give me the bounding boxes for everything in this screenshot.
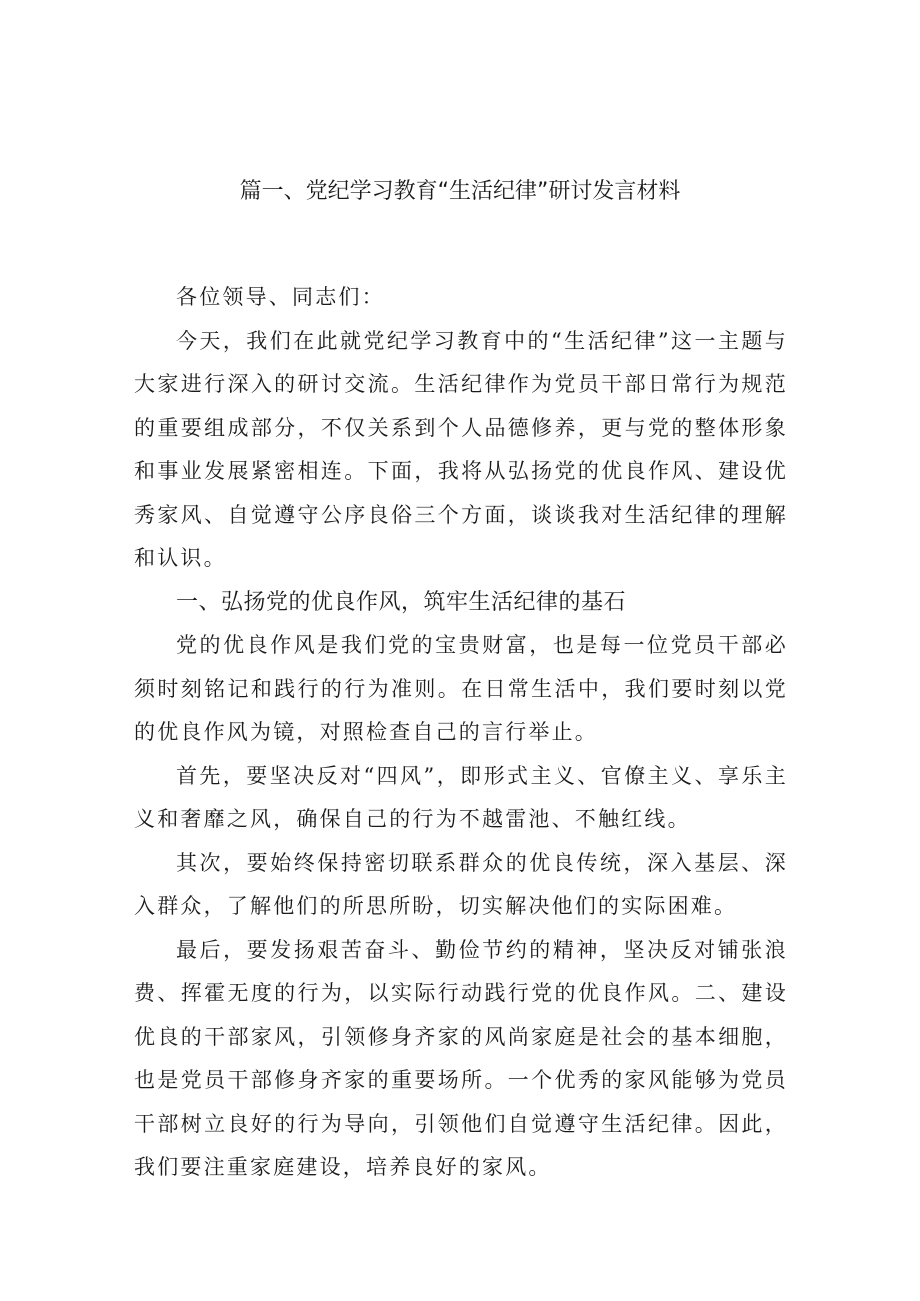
document-body bbox=[134, 276, 788, 1190]
intro-paragraph: 今天，我们在此就党纪学习教育中的“生活纪律”这一主题与大家进行深入的研讨交流。生活纪律作为党员干部日常行为规范的重要组成部分，不仅关系到个人品德修养，更与党的整体形象和事业发展紧密相连。下面，我将从弘扬党的优良作风、建设优秀家风、自觉遵守公序良俗三个方面，谈谈我对生活纪律的理解和认识。 bbox=[134, 328, 788, 570]
section-heading-1: 一、弘扬党的优良作风，筑牢生活纪律的基石 bbox=[176, 589, 627, 615]
section1-paragraph-1: 党的优良作风是我们党的宝贵财富，也是每一位党员干部必须时刻铭记和践行的行为准则。在日常生活中，我们要时刻以党的优良作风为镜，对照检查自己的言行举止。 bbox=[134, 633, 788, 744]
section1-paragraph-2: 首先，要坚决反对“四风”，即形式主义、官僚主义、享乐主义和奢靡之风，确保自己的行为不越雷池、不触红线。 bbox=[134, 763, 788, 831]
section1-paragraph-3: 其次，要始终保持密切联系群众的优良传统，深入基层、深入群众，了解他们的所思所盼，切实解决他们的实际困难。 bbox=[134, 850, 788, 918]
document-title: 篇一、党纪学习教育“生活纪律”研讨发言材料 bbox=[239, 179, 681, 204]
salutation: 各位领导、同志们： bbox=[176, 285, 385, 309]
section1-paragraph-4: 最后，要发扬艰苦奋斗、勤俭节约的精神，坚决反对铺张浪费、挥霍无度的行为，以实际行动践行党的优良作风。二、建设优良的干部家风，引领修身齐家的风尚家庭是社会的基本细胞，也是党员干部修身齐家的重要场所。一个优秀的家风能够为党员干部树立良好的行为导向，引领他们自觉遵守生活纪律。因此，我们要注重家庭建设，培养良好的家风。 bbox=[134, 937, 788, 1179]
